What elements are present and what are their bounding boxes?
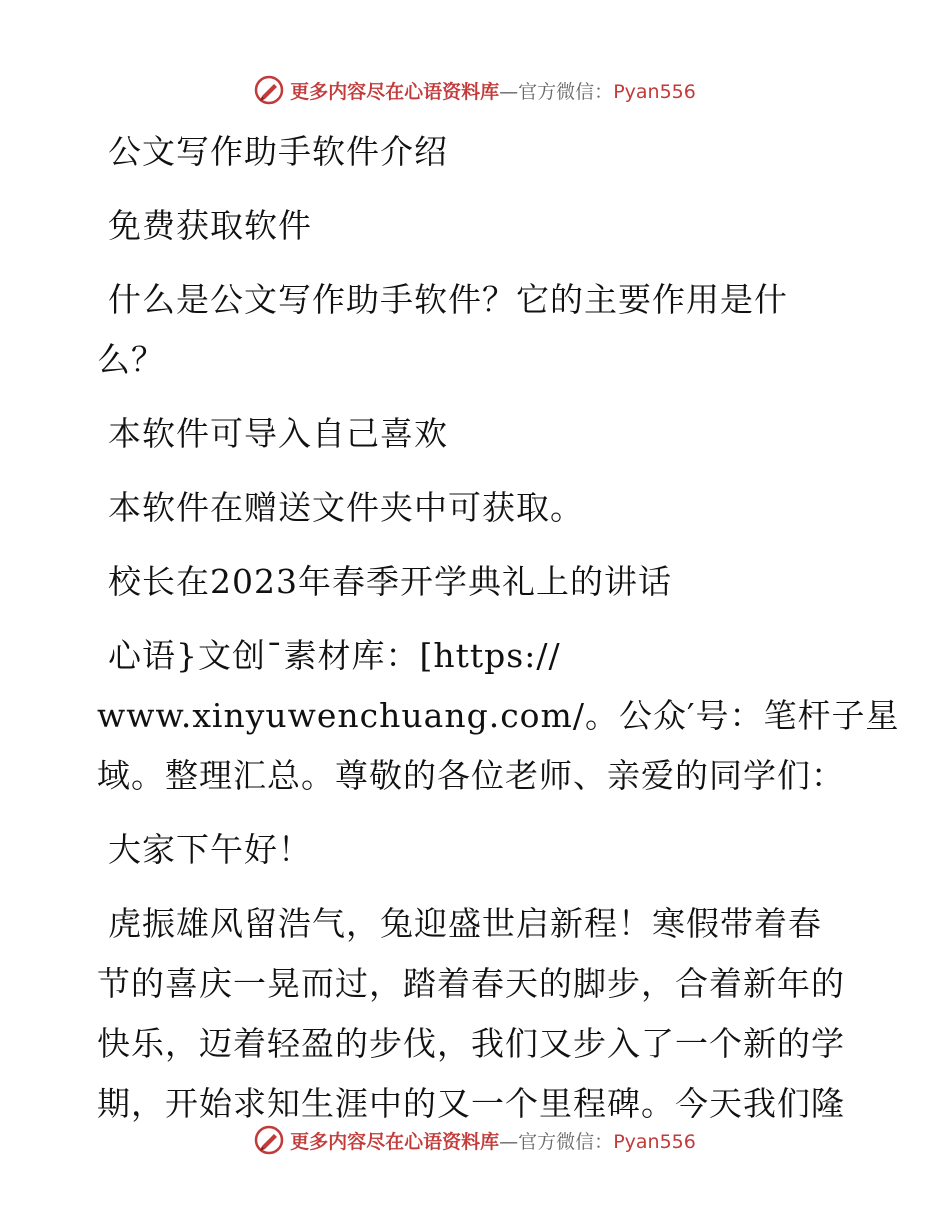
doc-line: 本软件在赠送文件夹中可获取。 [108,488,584,527]
watermark-label: 官方微信： [518,80,614,103]
doc-line: 免费获取软件 [108,206,312,245]
watermark-id: Pyan556 [613,1130,696,1153]
doc-line: 期，开始求知生涯中的又一个里程碑。今天我们隆 [97,1084,845,1123]
doc-title: 公文写作助手软件介绍 [108,132,448,171]
doc-line: 大家下午好！ [108,830,312,869]
watermark-brand: 更多内容尽在心语资料库 [290,80,500,103]
footer-watermark [0,1120,950,1160]
watermark-dash: — [499,80,519,103]
doc-line: 校长在2023年春季开学典礼上的讲话 [108,562,672,601]
watermark-text [290,77,696,104]
doc-line: 本软件可导入自己喜欢 [108,414,448,453]
doc-line: 快乐，迈着轻盈的步伐，我们又步入了一个新的学 [97,1024,845,1063]
document-body [97,122,900,1134]
watermark-text [290,1127,696,1154]
pen-logo-icon [254,1125,284,1155]
doc-line: 什么是公文写作助手软件？它的主要作用是什 [108,280,788,319]
doc-line: www.xinyuwenchuang.com/。公众′号：笔杆子星 [97,696,900,735]
watermark-dash: — [499,1130,519,1153]
doc-line: 心语}文创¯素材库：[https:// [108,636,561,675]
doc-line: 么？ [97,340,165,379]
doc-line: 域。整理汇总。尊敬的各位老师、亲爱的同学们： [97,756,845,795]
doc-line: 虎振雄风留浩气，兔迎盛世启新程！寒假带着春 [108,904,822,943]
header-watermark [0,70,950,110]
watermark-brand: 更多内容尽在心语资料库 [290,1130,500,1153]
watermark-label: 官方微信： [518,1130,614,1153]
pen-logo-icon [254,75,284,105]
watermark-id: Pyan556 [613,80,696,103]
doc-line: 节的喜庆一晃而过，踏着春天的脚步，合着新年的 [97,964,845,1003]
